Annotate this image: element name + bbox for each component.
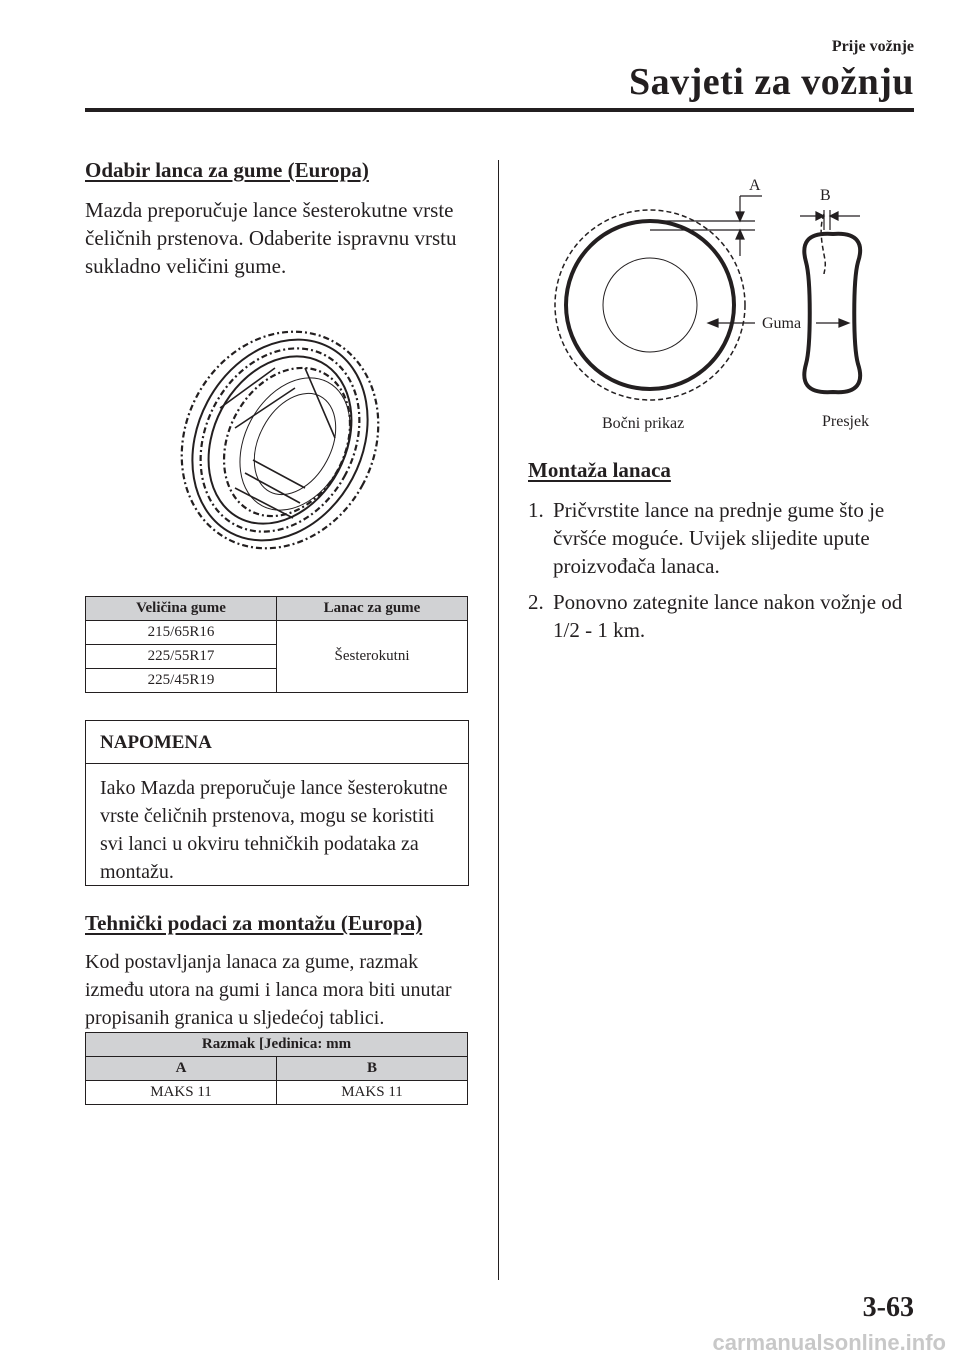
page-title: Savjeti za vožnju [628,61,914,103]
tire-size-cell: 225/45R19 [86,669,277,693]
step-item [528,588,918,644]
step-number: 2. [528,590,544,614]
dimension-b [800,210,860,230]
tire-size-cell: 225/55R17 [86,645,277,669]
col-header-tire-size: Veličina gume [86,597,277,621]
note-text: Iako Mazda preporučuje lance šesterokutne vrste čeličnih prstenova, mogu se koristiti svi lanci u okviru tehničkih podataka za montažu. [100,777,448,883]
specs-paragraph: Kod postavljanja lanaca za gume, razmak između utora na gumi i lanca mora biti unutar propisanih granica u sljedećoj tablici. [85,951,452,1029]
mounting-steps [528,496,918,652]
label-tire: Guma [762,315,802,332]
col-header-a: A [86,1057,277,1081]
intro-paragraph: Mazda preporučuje lance šesterokutne vrste čeličnih prstenova. Odaberite ispravnu vrstu sukladno veličini gume. [85,198,457,278]
heading-chain-selection: Odabir lanca za gume (Europa) [85,158,369,182]
dimension-a [650,196,762,256]
chain-clearance-diagram [540,168,890,438]
step-item [528,496,918,580]
tire-size-table [85,596,468,693]
note-title: NAPOMENA [86,721,468,764]
section-label: Prije vožnje [831,38,914,55]
column-divider [498,160,499,1280]
col-header-b: B [277,1057,468,1081]
side-view-tire [555,210,745,400]
step-number: 1. [528,498,544,522]
step-text: Ponovno zategnite lance nakon vožnje od 1/2 - 1 km. [553,590,903,642]
col-header-chain: Lanac za gume [277,597,468,621]
header-rule [85,108,914,112]
snow-chain-illustration [175,328,385,553]
label-a: A [749,177,761,194]
label-b: B [820,187,831,204]
cross-section-tire [804,214,860,392]
clearance-table [85,1032,468,1105]
label-cross-section: Presjek [822,413,870,430]
watermark: carmanualsonline.info [712,1330,946,1355]
heading-mounting-specs: Tehnički podaci za montažu (Europa) [85,911,423,935]
step-text: Pričvrstite lance na prednje gume što je čvršće moguće. Uvijek slijedite upute proizvođača lanaca. [553,498,885,578]
heading-chain-mounting: Montaža lanaca [528,458,671,482]
note-box [85,720,469,886]
label-side-view: Bočni prikaz [602,415,685,432]
page-number: 3-63 [862,1292,914,1323]
chain-type-cell: Šesterokutni [277,621,468,693]
clearance-table-title: Razmak [Jedinica: mm [86,1033,468,1057]
clearance-value-a: MAKS 11 [86,1081,277,1105]
tire-size-cell: 215/65R16 [86,621,277,645]
clearance-value-b: MAKS 11 [277,1081,468,1105]
